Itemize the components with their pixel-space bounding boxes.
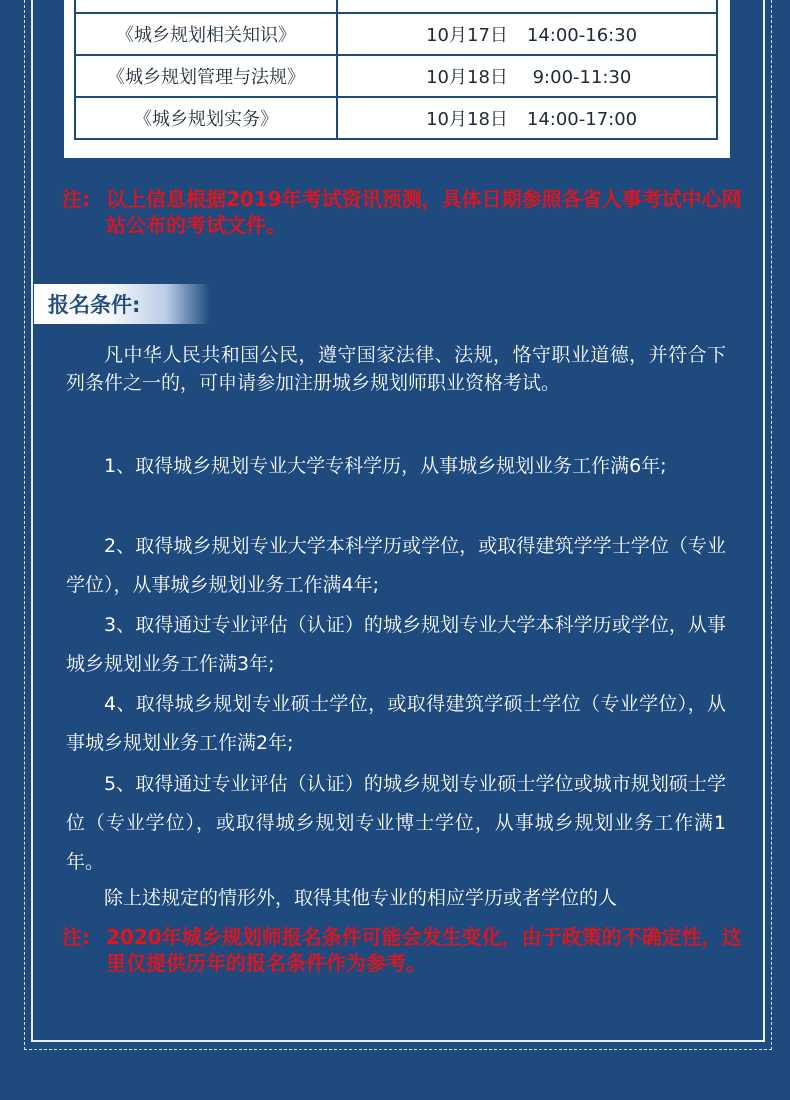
- other-majors-paragraph: 除上述规定的情形外，取得其他专业的相应学历或者学位的人: [104, 887, 618, 909]
- table-row: [75, 97, 717, 139]
- intro-paragraph: 凡中华人民共和国公民，遵守国家法律、法规，恪守职业道德，并符合下列条件之一的，可申请参加注册城乡规划师职业资格考试。: [66, 344, 726, 394]
- time-cell: [337, 97, 717, 139]
- table-row: [75, 0, 717, 13]
- subject-cell: 《城乡规划实务》: [75, 97, 337, 139]
- hours-text: 14:00-17:00: [526, 109, 638, 130]
- date-text: 10月18日: [426, 109, 508, 130]
- condition-item: 2、取得城乡规划专业大学本科学历或学位，或取得建筑学学士学位（专业学位），从事城乡规划业务工作满4年;: [66, 535, 726, 596]
- time-cell: [337, 13, 717, 55]
- table-cell: [75, 0, 337, 13]
- hours-text: 9:00-11:30: [532, 67, 632, 88]
- schedule-note: [62, 186, 742, 238]
- note-text: 以上信息根据2019年考试资讯预测，具体日期参照各省人事考试中心网站公布的考试文件。: [106, 187, 742, 237]
- conditions-note: [62, 924, 742, 976]
- subject-cell: 《城乡规划相关知识》: [75, 13, 337, 55]
- note-tag: 注:: [62, 925, 90, 949]
- table-row: [75, 13, 717, 55]
- note-tag: 注:: [62, 187, 90, 211]
- date-text: 10月18日: [426, 67, 508, 88]
- schedule-table-card: [64, 0, 730, 158]
- time-cell: [337, 55, 717, 97]
- condition-item: 1、取得城乡规划专业大学专科学历，从事城乡规划业务工作满6年;: [104, 455, 667, 477]
- condition-item: 5、取得通过专业评估（认证）的城乡规划专业硕士学位或城市规划硕士学位（专业学位），或取得城乡规划专业博士学位，从事城乡规划业务工作满1年。: [66, 773, 726, 873]
- condition-item: 3、取得通过专业评估（认证）的城乡规划专业大学本科学历或学位，从事城乡规划业务工作满3年;: [66, 614, 726, 675]
- hours-text: 14:00-16:30: [526, 25, 638, 46]
- note-text: 2020年城乡规划师报名条件可能会发生变化，由于政策的不确定性，这里仅提供历年的报名条件作为参考。: [106, 925, 742, 975]
- date-text: 10月17日: [426, 25, 508, 46]
- exam-schedule-table: [74, 0, 718, 140]
- table-row: [75, 55, 717, 97]
- section-title: 报名条件:: [48, 293, 141, 317]
- subject-cell: 《城乡规划管理与法规》: [75, 55, 337, 97]
- section-header-tab: [34, 284, 210, 324]
- table-cell: [337, 0, 717, 13]
- condition-item: 4、取得城乡规划专业硕士学位，或取得建筑学硕士学位（专业学位），从事城乡规划业务工作满2年;: [66, 693, 726, 754]
